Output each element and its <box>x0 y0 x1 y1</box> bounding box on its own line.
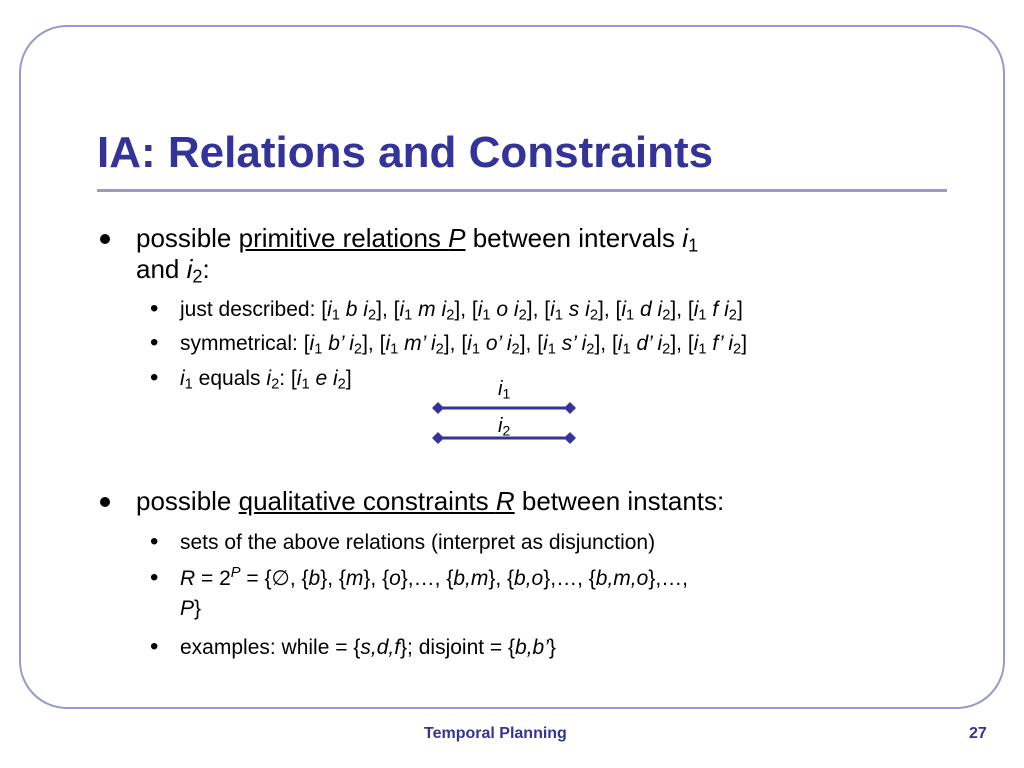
relation-symbol: f’ <box>706 332 729 355</box>
var-i: i <box>724 298 729 321</box>
text-run: primitive relations <box>238 223 449 253</box>
subscript: 1 <box>554 307 563 324</box>
sub-bullet-text <box>180 365 352 392</box>
var-i: i <box>477 298 483 321</box>
relation-symbol: s’ <box>555 332 582 355</box>
bracket: ], <box>454 298 472 321</box>
subscript: 1 <box>688 235 699 256</box>
var-i: i <box>467 332 472 355</box>
text-run: examples: while = { <box>180 636 361 659</box>
bracket: ] <box>741 332 748 355</box>
bracket: [ <box>303 332 310 355</box>
subscript: 2 <box>446 307 455 324</box>
text-run: }, { <box>320 567 346 590</box>
bullet-text <box>136 223 698 254</box>
sub-bullet-text-line2 <box>180 595 201 622</box>
interval-endpoint-diamond <box>564 402 576 414</box>
text-run: : <box>202 254 210 284</box>
subscript: 2 <box>502 422 511 439</box>
bracket: [ <box>393 298 400 321</box>
underlined-term <box>239 223 466 253</box>
subscript: 1 <box>314 341 323 358</box>
text-run: = {∅, { <box>240 567 309 590</box>
relation-symbol: b <box>339 298 364 321</box>
interval-diagram <box>430 378 580 448</box>
subscript: 2 <box>662 341 671 358</box>
bullet-dot-icon: • <box>150 364 159 391</box>
text-run: },…, <box>648 567 688 590</box>
subscript: 2 <box>728 307 737 324</box>
var-i: i <box>543 332 548 355</box>
subscript: 1 <box>390 341 399 358</box>
bullet-dot-icon: • <box>150 633 159 660</box>
relation-symbol: d’ <box>630 332 658 355</box>
relation-symbol: f <box>706 298 725 321</box>
var-set: b,m,o <box>595 567 649 590</box>
bracket: ], <box>362 332 380 355</box>
subscript: 1 <box>404 307 413 324</box>
bullet-dot-icon: • <box>150 295 159 322</box>
underlined-term <box>239 486 515 516</box>
title-divider <box>97 189 947 192</box>
var-i: i <box>621 298 627 321</box>
text-run: possible <box>136 486 239 516</box>
subscript: 1 <box>482 307 491 324</box>
var-o: o <box>389 567 401 590</box>
footer-title: Temporal Planning <box>424 725 567 742</box>
var-i: i <box>506 332 512 355</box>
var-i: i <box>385 332 391 355</box>
var-i: i <box>363 298 368 321</box>
relation-symbol: m <box>412 298 442 321</box>
var-i: i <box>186 254 193 284</box>
subscript: 2 <box>271 376 280 393</box>
sub-bullet-text <box>180 330 747 357</box>
text-run: : [ <box>279 367 297 390</box>
relation-symbol: o’ <box>480 332 507 355</box>
bracket: [ <box>461 332 468 355</box>
bullet-text-line2 <box>136 254 210 285</box>
bullet-dot-icon <box>100 497 110 507</box>
var-i: i <box>657 332 663 355</box>
bracket: [ <box>544 298 551 321</box>
bracket: [ <box>687 298 694 321</box>
bracket: [ <box>537 332 544 355</box>
subscript: 1 <box>698 307 707 324</box>
subscript: 2 <box>586 341 595 358</box>
var-i: i <box>693 332 699 355</box>
var-R: R <box>180 567 196 590</box>
bracket: [ <box>687 332 694 355</box>
sub-bullet-text <box>180 634 556 661</box>
var-P: P <box>448 223 466 253</box>
bracket: [ <box>471 298 478 321</box>
text-run: qualitative constraints <box>238 486 496 516</box>
subscript: 2 <box>337 376 346 393</box>
bracket: ] <box>736 298 743 321</box>
text-run: },…, { <box>543 567 596 590</box>
var-i: i <box>581 332 587 355</box>
relation-symbol: b’ <box>322 332 350 355</box>
bracket: ], <box>376 298 394 321</box>
interval-endpoint-diamond <box>432 432 444 444</box>
var-i: i <box>693 298 699 321</box>
var-set: b,m <box>453 567 489 590</box>
text-run: i <box>498 415 503 437</box>
var-i: i <box>180 367 185 390</box>
text-run: between intervals <box>465 223 683 253</box>
slide-title: IA: Relations and Constraints <box>97 128 714 177</box>
bracket: ], <box>526 298 545 321</box>
var-i: i <box>550 298 555 321</box>
subscript: 1 <box>471 341 480 358</box>
bracket: [ <box>379 332 386 355</box>
text-run: } <box>548 636 556 659</box>
var-P: P <box>180 597 195 620</box>
bracket: [ <box>611 332 618 355</box>
text-run: and <box>136 254 187 284</box>
subscript: 1 <box>502 385 511 402</box>
bracket: ], <box>443 332 462 355</box>
subscript: 1 <box>301 376 310 393</box>
bracket: ], <box>519 332 538 355</box>
relation-symbol: s <box>562 298 586 321</box>
var-set: s,d,f <box>360 636 401 659</box>
text-run: = 2 <box>195 567 231 590</box>
var-i: i <box>296 367 302 390</box>
bullet-dot-icon <box>100 234 110 244</box>
var-i: i <box>309 332 315 355</box>
var-i: i <box>513 298 519 321</box>
bracket: ], <box>597 298 616 321</box>
subscript: 1 <box>184 376 193 393</box>
var-i: i <box>585 298 590 321</box>
text-run: just described: <box>180 298 322 321</box>
var-i: i <box>399 298 405 321</box>
var-set: b,o <box>514 567 544 590</box>
var-set: b,b’ <box>515 636 549 659</box>
subscript: 2 <box>589 307 598 324</box>
subscript: 2 <box>662 307 671 324</box>
bracket: ], <box>670 298 688 321</box>
subscript: 2 <box>435 341 444 358</box>
bullet-dot-icon: • <box>150 564 159 591</box>
text-run: equals <box>192 367 267 390</box>
page-number: 27 <box>969 725 987 742</box>
var-b: b <box>308 567 321 590</box>
subscript: 2 <box>367 307 377 324</box>
text-run: }; disjoint = { <box>400 636 516 659</box>
interval-lines <box>430 378 580 448</box>
subscript: 1 <box>547 341 556 358</box>
subscript: 1 <box>626 307 635 324</box>
text-run: symmetrical: <box>180 332 304 355</box>
text-run: ] <box>345 367 352 390</box>
var-i: i <box>266 367 272 390</box>
text-run: possible <box>136 223 239 253</box>
var-i: i <box>349 332 354 355</box>
bracket: ], <box>594 332 612 355</box>
subscript: 2 <box>518 307 527 324</box>
bracket: [ <box>615 298 622 321</box>
var-i: i <box>332 367 338 390</box>
var-i: i <box>430 332 436 355</box>
subscript: 2 <box>353 341 363 358</box>
var-i: i <box>441 298 447 321</box>
var-i: i <box>327 298 332 321</box>
subscript: 2 <box>733 341 742 358</box>
text-run: }, { <box>488 567 515 590</box>
relation-symbol: m’ <box>398 332 431 355</box>
bullet-text <box>136 486 724 517</box>
relation-symbol: o <box>490 298 514 321</box>
var-m: m <box>345 567 364 590</box>
subscript: 1 <box>622 341 631 358</box>
relation-symbol: d <box>634 298 658 321</box>
bracket: ], <box>670 332 688 355</box>
text-run: between instants: <box>514 486 725 516</box>
subscript: 2 <box>511 341 520 358</box>
var-P: P <box>230 564 241 581</box>
text-run: },…, { <box>400 567 454 590</box>
bracket: [ <box>321 298 328 321</box>
subscript: 1 <box>698 341 707 358</box>
var-i: i <box>728 332 734 355</box>
text-run: i <box>498 378 503 400</box>
text-run: }, { <box>363 567 390 590</box>
sub-bullet-text: sets of the above relations (interpret as disjunction) <box>180 531 656 554</box>
var-R: R <box>495 486 515 516</box>
text-run: } <box>194 597 202 620</box>
sub-bullet-text <box>180 296 743 323</box>
subscript: 1 <box>331 307 340 324</box>
sub-bullet-text <box>180 565 688 592</box>
var-i: i <box>617 332 623 355</box>
interval-endpoint-diamond <box>432 402 444 414</box>
subscript: 2 <box>192 266 203 287</box>
bullet-dot-icon: • <box>150 329 159 356</box>
var-e: e <box>309 367 333 390</box>
interval-endpoint-diamond <box>564 432 576 444</box>
bullet-dot-icon: • <box>150 528 159 555</box>
var-i: i <box>682 223 689 253</box>
var-i: i <box>657 298 663 321</box>
